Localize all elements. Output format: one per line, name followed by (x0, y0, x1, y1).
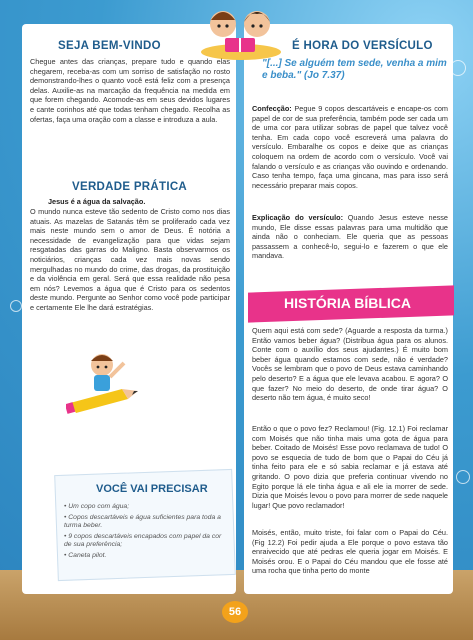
explicacao-paragraph (252, 213, 448, 261)
section-title-verdade-pratica: VERDADE PRÁTICA (72, 181, 188, 193)
historia-paragraph-1: Quem aqui está com sede? (Aguarde a resposta da turma.) Então vamos beber água? (Distribua água para os alunos. Conte com o auxílio dos seus ajudantes.) É muito bom beber água quando estamos com sede, não é verdade? Vocês se lembram que o povo de Deus estava caminhando pelo deserto? E a água que ele levava acabou. E agora? O que fazer? No meio do deserto, de onde tirar água? O deserto não tem água, é muito seco! (252, 326, 448, 403)
bubble-decoration (456, 470, 470, 484)
supplies-title: VOCÊ VAI PRECISAR (96, 483, 208, 495)
supplies-item: • 9 copos descartáveis encapados com papel da cor de sua preferência; (64, 532, 222, 549)
section-title-welcome: SEJA BEM-VINDO (58, 40, 161, 52)
confeccao-paragraph (252, 104, 448, 190)
kid-riding-pencil-illustration (66, 345, 142, 427)
verdade-lead-sentence: Jesus é a água da salvação. (48, 197, 146, 206)
section-title-versiculo: É HORA DO VERSÍCULO (292, 40, 433, 52)
explicacao-label: Explicação do versículo: (252, 213, 343, 222)
confeccao-text: Pegue 9 copos descartáveis e encape-os com papel de cor de sua preferência, também pode ser cada um de uma cor para utilizar sobras de papel que talvez você tenha. Em cada copo você escreverá uma palavra do versículo. Embaralhe os copos e deixe que as crianças coloquem na ordem de acordo com o versículo. Você vai falando o versículo e as crianças vão ouvindo e ordenando. Caso tenha tempo, faça uma gincana, mas para isso será necessário preparar mais copos. (252, 104, 448, 190)
historia-paragraph-3: Moisés, então, muito triste, foi falar com o Papai do Céu. (Fig 12.2) Foi pedir ajuda a Ele porque o povo estava tão enraivecido que até pedras ele queria jogar em Moisés. E Moisés orou. E o Papai do Céu mandou que ele fosse até uma rocha que tinha perto do monte (252, 528, 448, 576)
confeccao-label: Confecção: (252, 104, 292, 113)
historia-paragraph-2: Então o que o povo fez? Reclamou! (Fig. 12.1) Foi reclamar com Moisés que não tinha mais uma gota de água para beber. Coitado de Moisés! Esse povo reclamava de tudo! O povo se esquecia de tudo de bom que o Papai do Céu já tinha feito para ele e só sabia reclamar e já estava até gritando. O povo dizia que preferia continuar vivendo no Egito porque lá ele tinha água e ali ele ia morrer de sede. Dizia que Moisés levou o povo para morrer de sede naquele lugar! Que povo reclamador! (252, 424, 448, 510)
verdade-paragraph: O mundo nunca esteve tão sedento de Cristo como nos dias atuais. As mazelas de Satanás têm se proliferado cada vez mais neste mundo sem o amor de Deus. É notória a necessidade de evangelização para que vidas sejam resgatadas das garras do Maligno. Basta observarmos os noticiários, crianças cada vez mais novas sendo mergulhadas no mundo do crime, das drogas, da prostituição e da violência em geral. Será que essa realidade não pesa em nós? Levemos a água que é Cristo para os sedentos deste mundo. Pergunte ao Senhor como você pode participar e certamente Ele lhe dará estratégias. (30, 207, 230, 312)
supplies-item: • Um copo com água; (64, 503, 130, 510)
memory-verse: "[...] Se alguém tem sede, venha a mim e beba." (Jo 7.37) (262, 58, 447, 81)
bubble-decoration (10, 300, 22, 312)
section-title-historia-biblica: HISTÓRIA BÍBLICA (284, 295, 412, 311)
explicacao-text: Quando Jesus esteve nesse mundo, Ele disse essas palavras para uma multidão que ainda não o conheciam. Ele queria que as pessoas passassem a conhecê-lo, segui-lo e fazerem o que ele mandava. (252, 213, 448, 261)
supplies-item: • Copos descartáveis e água suficientes para toda a turma beber. (64, 513, 221, 530)
kids-reading-illustration (195, 2, 287, 60)
welcome-paragraph: Chegue antes das crianças, prepare tudo e quando elas chegarem, receba-as com um sorriso de satisfação no rosto demonstrando-lhes o quanto você está feliz com a presença delas. Auxilie-as na marcação da frequência na medida em que forem chegando. Acomode-as em seus devidos lugares e cante corinhos até que todas tenham chegado. Recolha as ofertas, faça uma oração com a classe e introduza a aula. (30, 57, 230, 124)
supplies-item: • Caneta pilot. (64, 551, 107, 559)
page-number-badge: 56 (222, 601, 248, 623)
supplies-list (64, 503, 226, 563)
